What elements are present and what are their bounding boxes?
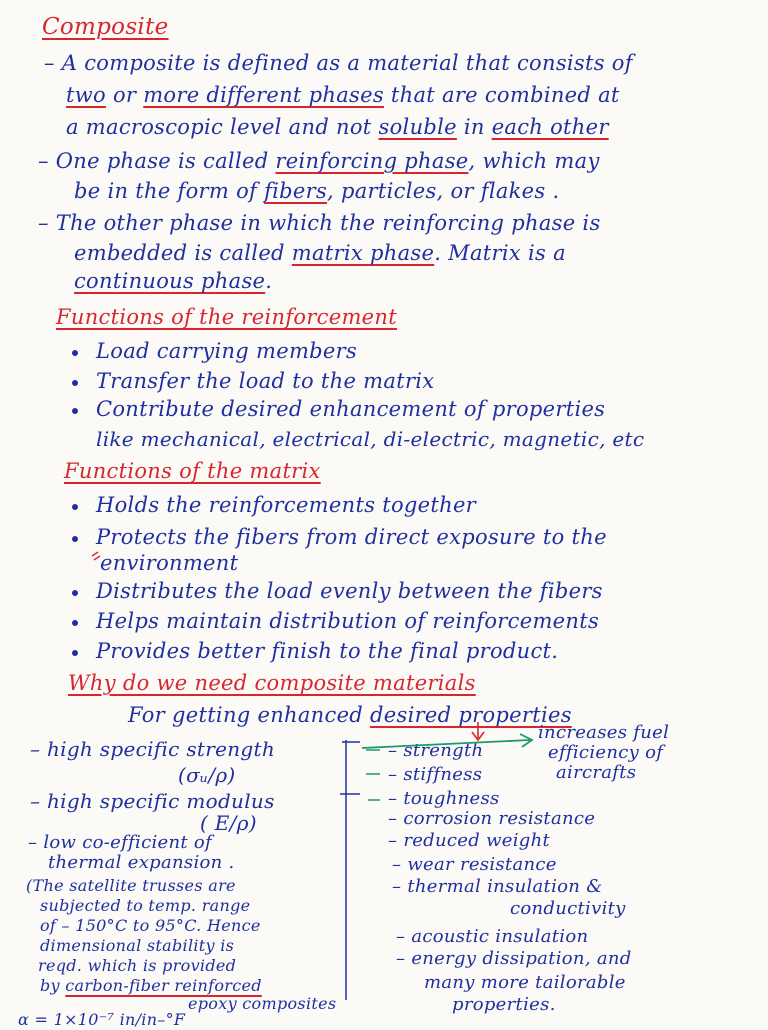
bullet-icon: [72, 590, 78, 596]
matrix-item-text: Protects the fibers from direct exposure to the: [96, 525, 607, 549]
property-item: – thermal insulation &: [392, 876, 603, 897]
reinforcement-item-continuation: like mechanical, electrical, di-electric, magnetic, etc: [96, 427, 645, 451]
reinforcement-item-text: Load carrying members: [96, 339, 358, 363]
intro-line-5: [74, 178, 559, 204]
property-item: – corrosion resistance: [388, 808, 596, 829]
intro-line-2: [66, 82, 620, 108]
matrix-item-continuation: environment: [100, 551, 239, 575]
intro-text: that are combined at: [383, 83, 620, 107]
intro-text: or: [105, 83, 144, 107]
left-note-line: reqd. which is provided: [38, 956, 237, 975]
left-note-line: α = 1×10⁻⁷ in/in–°F: [18, 1010, 186, 1029]
left-note-line: subjected to temp. range: [40, 896, 251, 915]
bullet-icon: [72, 650, 78, 656]
bullet-icon: [72, 350, 78, 356]
property-item: – toughness: [388, 788, 500, 809]
property-item: many more tailorable: [424, 972, 626, 993]
intro-text: , which may: [468, 149, 600, 173]
intro-text: a macroscopic level and not: [66, 115, 379, 139]
reinforcement-item-text: Contribute desired enhancement of properties: [96, 397, 606, 421]
intro-term-two: two: [66, 83, 106, 107]
fuel-note-line: efficiency of: [548, 742, 664, 763]
reinforcement-item: [72, 396, 605, 422]
left-note-line: (The satellite trusses are: [26, 876, 236, 895]
intro-text: .: [265, 269, 273, 293]
intro-text: , particles, or flakes .: [327, 179, 560, 203]
left-note-line: epoxy composites: [188, 994, 337, 1013]
property-item: – energy dissipation, and: [396, 948, 632, 969]
property-item: conductivity: [510, 898, 626, 919]
intro-line-1: – A composite is defined as a material that consists of: [44, 51, 633, 75]
left-note-line: [40, 976, 262, 996]
property-item: – stiffness: [388, 764, 483, 785]
intro-term-reinforcing-phase: reinforcing phase: [275, 149, 469, 173]
matrix-item-text: Holds the reinforcements together: [96, 493, 477, 517]
intro-line-8: [74, 268, 272, 294]
bracket-ticks: [340, 742, 360, 794]
page-title: Composite: [42, 14, 169, 40]
intro-term-matrix-phase: matrix phase: [291, 241, 435, 265]
why-subheading-text: For getting enhanced: [128, 703, 371, 727]
matrix-item-text: Distributes the load evenly between the fibers: [96, 579, 603, 603]
left-note-line: dimensional stability is: [40, 936, 235, 955]
intro-text: in: [456, 115, 492, 139]
intro-term-phases: more different phases: [143, 83, 384, 107]
matrix-item: [72, 638, 558, 664]
intro-term-continuous-phase: continuous phase: [74, 269, 266, 293]
matrix-item-text: Helps maintain distribution of reinforcements: [96, 609, 600, 633]
left-note-term: carbon-fiber reinforced: [65, 976, 262, 995]
why-heading: [68, 670, 476, 696]
why-subheading-term: desired properties: [370, 703, 572, 727]
intro-term-soluble: soluble: [378, 115, 457, 139]
intro-term-each-other: each other: [491, 115, 609, 139]
intro-line-6: – The other phase in which the reinforcing phase is: [38, 211, 601, 235]
reinforcement-item-text: Transfer the load to the matrix: [96, 369, 435, 393]
fuel-note-line: aircrafts: [556, 762, 637, 783]
left-note-text: by: [40, 976, 66, 995]
matrix-item: [72, 578, 603, 604]
intro-line-3: [66, 114, 609, 140]
left-cte-line: – low co-efficient of: [28, 832, 213, 853]
bullet-icon: [72, 408, 78, 414]
bullet-icon: [72, 620, 78, 626]
bullet-icon: [72, 504, 78, 510]
matrix-heading: Functions of the matrix: [64, 459, 321, 483]
intro-text: – One phase is called: [38, 149, 276, 173]
bullet-icon: [72, 380, 78, 386]
left-note-line: of – 150°C to 95°C. Hence: [40, 916, 261, 935]
matrix-item: [72, 492, 476, 518]
reinforcement-item: [72, 338, 357, 364]
property-item: – acoustic insulation: [396, 926, 589, 947]
left-cte-line: thermal expansion .: [48, 852, 235, 873]
intro-text: embedded is called: [74, 241, 292, 265]
property-item: – wear resistance: [392, 854, 557, 875]
reinforcement-heading: Functions of the reinforcement: [56, 305, 397, 329]
reinforcement-item: [72, 368, 434, 394]
left-spec-modulus-formula: ( E/ρ): [200, 811, 257, 835]
red-scribble-mark: [92, 552, 100, 560]
matrix-item: [72, 608, 599, 634]
property-item: – reduced weight: [388, 830, 551, 851]
bullet-icon: [72, 536, 78, 542]
green-tick-marks: [366, 750, 380, 800]
left-spec-strength: – high specific strength: [30, 737, 276, 761]
matrix-item: [72, 524, 607, 550]
intro-text: be in the form of: [74, 179, 265, 203]
why-subheading: [128, 702, 572, 728]
intro-line-7: [74, 240, 566, 266]
matrix-item-text: Provides better finish to the final product.: [96, 639, 559, 663]
why-heading-text: Why do we need composite materials: [68, 671, 476, 695]
property-item: – strength: [388, 740, 484, 761]
intro-text: . Matrix is a: [434, 241, 566, 265]
left-spec-modulus: – high specific modulus: [30, 789, 275, 813]
left-spec-strength-formula: (σᵤ/ρ): [178, 763, 236, 787]
fuel-note-line: increases fuel: [538, 722, 670, 743]
intro-term-fibers: fibers: [264, 179, 328, 203]
intro-line-4: [38, 148, 600, 174]
property-item: properties.: [452, 994, 556, 1015]
